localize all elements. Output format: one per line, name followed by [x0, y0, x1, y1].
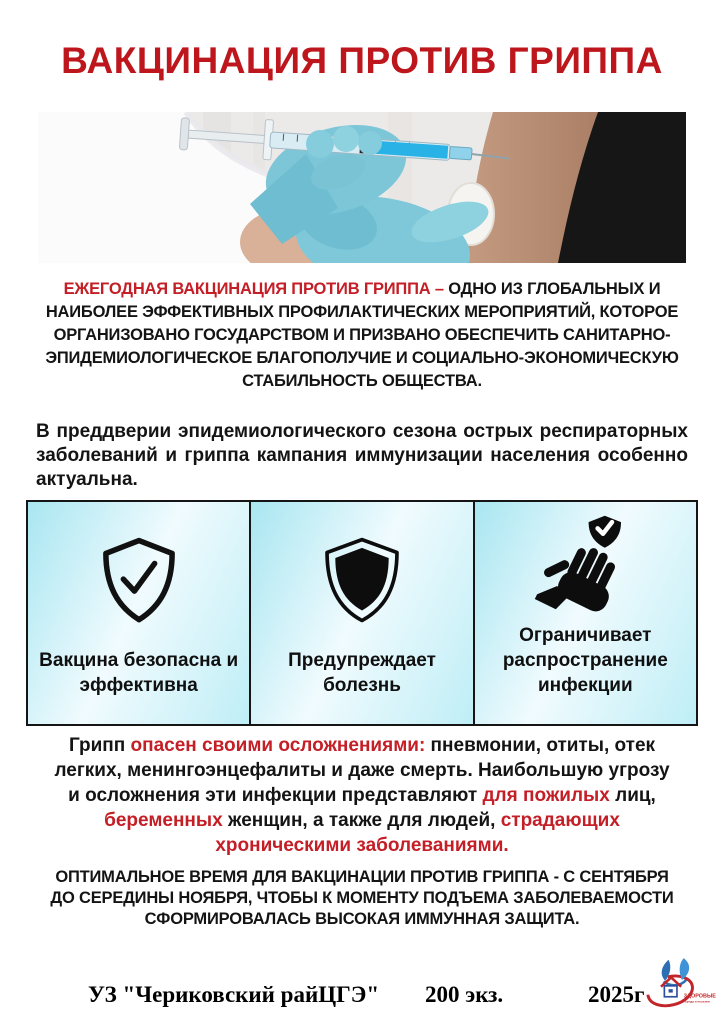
footer-copies: 200 экз. [425, 982, 504, 1007]
intro-paragraph: ЕЖЕГОДНАЯ ВАКЦИНАЦИЯ ПРОТИВ ГРИППА – ОДНО ИЗ ГЛОБАЛЬНЫХ И НАИБОЛЕЕ ЭФФЕКТИВНЫХ ПРОФИЛАКТИЧЕСКИХ МЕРОПРИЯТИЙ, КОТОРОЕ ОРГАНИЗОВАНО ГОСУДАРСТВОМ И ПРИЗВАНО ОБЕСПЕЧИТЬ САНИТАРНО-ЭПИДЕМИОЛОГИЧЕСКОЕ БЛАГОПОЛУЧИЕ И СОЦИАЛЬНО-ЭКОНОМИЧЕСКУЮ СТАБИЛЬНОСТЬ ОБЩЕСТВА. [45, 280, 679, 390]
hand-shield-check-icon [526, 514, 644, 623]
benefit-card-prevent [249, 502, 472, 724]
svg-text:города и поселки: города и поселки [683, 999, 710, 1004]
benefit-caption: Предупреждает болезнь [288, 649, 436, 696]
svg-text:ЗДОРОВЫЕ: ЗДОРОВЫЕ [683, 993, 716, 1000]
benefit-caption: Ограничивает распространение инфекции [502, 624, 668, 696]
benefit-caption: Вакцина безопасна и эффективна [39, 649, 239, 696]
footer-organization: УЗ "Чериковский райЦГЭ" [88, 982, 380, 1007]
shield-solid-icon [316, 514, 408, 648]
vaccination-photo-illustration [38, 112, 686, 263]
footer [0, 950, 724, 1024]
benefit-card-limit [473, 502, 696, 724]
healthy-cities-logo [640, 952, 724, 1018]
shield-check-outline-icon [93, 514, 185, 648]
footer-year: 2025г [588, 982, 645, 1007]
season-paragraph: В преддверии эпидемиологического сезона острых респираторных заболеваний и гриппа кампания иммунизации населения особенно актуальна. [36, 421, 688, 490]
benefit-card-safe [28, 502, 249, 724]
benefits-table [26, 500, 698, 726]
timing-paragraph: ОПТИМАЛЬНОЕ ВРЕМЯ ДЛЯ ВАКЦИНАЦИИ ПРОТИВ ГРИППА - С СЕНТЯБРЯ ДО СЕРЕДИНЫ НОЯБРЯ, ЧТОБЫ К МОМЕНТУ ПОДЪЕМА ЗАБОЛЕВАЕМОСТИ СФОРМИРОВАЛАСЬ ВЫСОКАЯ ИММУННАЯ ЗАЩИТА. [50, 868, 674, 928]
danger-paragraph: Грипп опасен своими осложнениями: пневмонии, отиты, отек легких, менингоэнцефалиты и даже смерть. Наибольшую угрозу и осложнения эти инфекции представляют для пожилых лиц, беременных женщин, а также для людей, страдающих хроническими заболеваниями. [54, 735, 670, 856]
page-title: ВАКЦИНАЦИЯ ПРОТИВ ГРИППА [61, 40, 663, 81]
vaccination-photo [38, 112, 686, 263]
